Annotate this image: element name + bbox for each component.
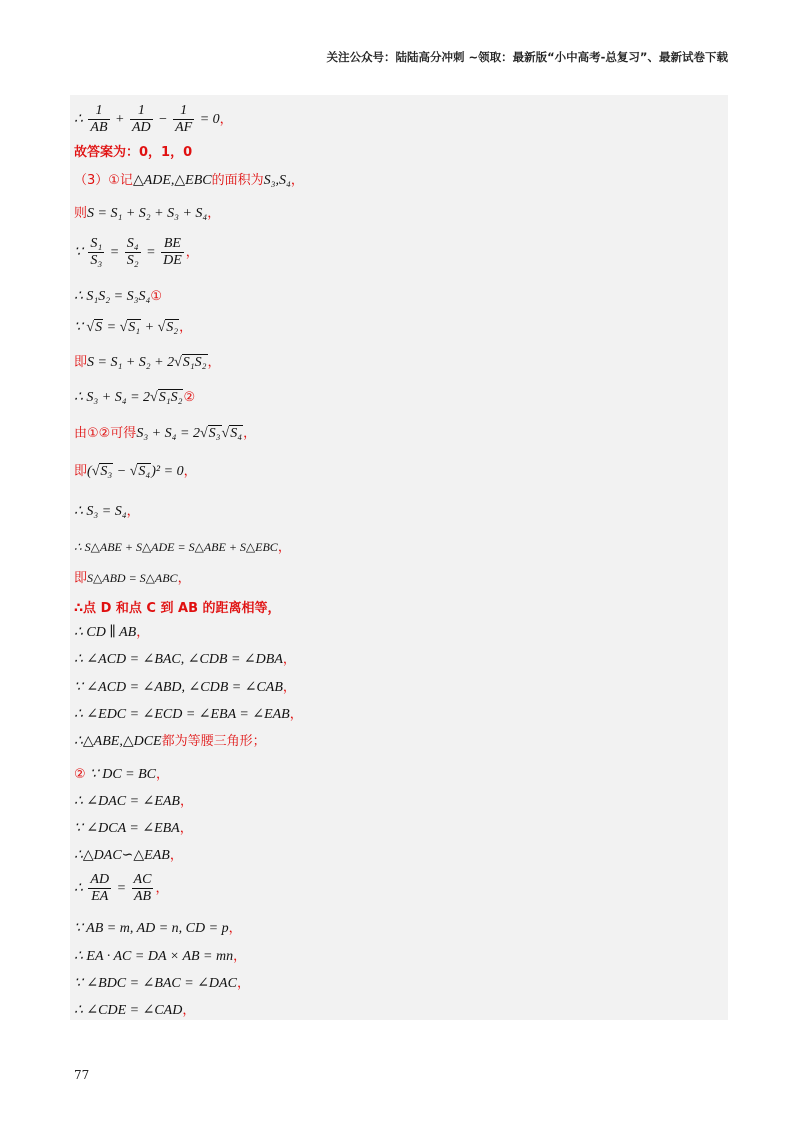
line-20: ∴△ABE,△DCE都为等腰三角形； bbox=[74, 734, 266, 749]
line-14: 即S△ABD = S△ABC， bbox=[74, 571, 191, 586]
line-3: （3）①记△ADE,△EBC的面积为S₃,S₄， bbox=[74, 173, 304, 188]
line-8: 即S = S₁ + S₂ + 2√S₁S₂， bbox=[74, 355, 221, 370]
line-13: ∴ S△ABE + S△ADE = S△ABE + S△EBC， bbox=[74, 540, 291, 555]
line-10: 由①②可得S₃ + S₄ = 2√S₃√S₄， bbox=[74, 426, 257, 441]
line-5: ∵ $\frac{\text{S₁}}{\text{S₃}}$ = $\frac{\text{S₄}}{\text{S₂}}$ = $\frac{BE}{DE}$ ， bbox=[74, 236, 199, 268]
line-12: ∴ S₃ = S₄， bbox=[74, 504, 140, 519]
line-22: ∴ ∠DAC = ∠EAB， bbox=[74, 794, 193, 809]
line-11: 即(√S₃ − √S₄)² = 0， bbox=[74, 464, 197, 479]
line-6: ∴ S₁S₂ = S₃S₄① bbox=[74, 289, 162, 304]
line-25: ∴ $\frac{AD}{EA}$ = $\frac{AC}{AB}$ ， bbox=[74, 872, 169, 904]
line-9: ∴ S₃ + S₄ = 2√S₁S₂② bbox=[74, 390, 196, 405]
line-1: ∴ $\frac{1}{AB}$ + $\frac{1}{AD}$ − $\frac{1}{AF}$ = 0， bbox=[74, 103, 233, 135]
line-7: ∵ √S = √S₁ + √S₂， bbox=[74, 320, 193, 335]
line-24: ∴△DAC∽△EAB， bbox=[74, 848, 183, 863]
line-23: ∵ ∠DCA = ∠EBA， bbox=[74, 821, 193, 836]
line-19: ∴ ∠EDC = ∠ECD = ∠EBA = ∠EAB， bbox=[74, 707, 303, 722]
line-29: ∴ ∠CDE = ∠CAD， bbox=[74, 1003, 196, 1018]
line-28: ∵ ∠BDC = ∠BAC = ∠DAC， bbox=[74, 976, 250, 991]
line-16: ∴ CD ∥ AB， bbox=[74, 625, 150, 640]
line-21: ② ∵ DC = BC， bbox=[74, 767, 170, 782]
line-26: ∵ AB = m, AD = n, CD = p， bbox=[74, 921, 242, 936]
line-2-answer: 故答案为：0，1，0 bbox=[74, 145, 193, 160]
line-4: 则S = S₁ + S₂ + S₃ + S₄， bbox=[74, 206, 221, 221]
line-15: ∴点 D 和点 C 到 AB 的距离相等， bbox=[74, 601, 281, 616]
line-18: ∵ ∠ACD = ∠ABD, ∠CDB = ∠CAB， bbox=[74, 680, 296, 695]
line-27: ∴ EA · AC = DA × AB = mn， bbox=[74, 949, 247, 964]
page-header: 关注公众号：陆陆高分冲刺 ~领取：最新版“小中高考-总复习”、最新试卷下载 bbox=[326, 50, 728, 64]
page-number: 77 bbox=[74, 1068, 90, 1082]
solution-panel bbox=[70, 95, 728, 1020]
line-17: ∴ ∠ACD = ∠BAC, ∠CDB = ∠DBA， bbox=[74, 652, 296, 667]
